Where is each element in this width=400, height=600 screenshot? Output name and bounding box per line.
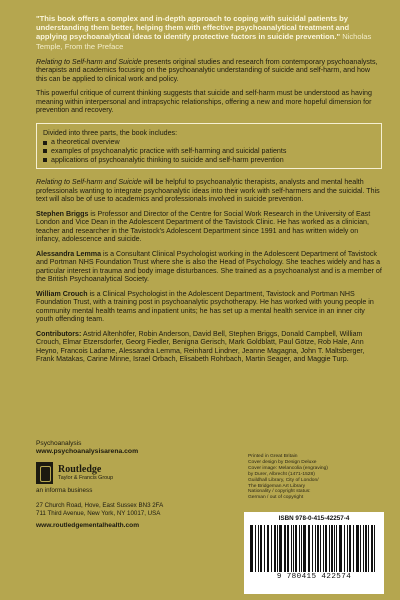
category-label: Psychoanalysis bbox=[36, 440, 82, 447]
list-item bbox=[43, 138, 375, 147]
barcode-bar bbox=[368, 525, 369, 572]
audience-text: will be helpful to psychoanalytic therapists, analysts and mental health professionals wanting to integrate psychoanalytic ideas into their work with self-harmers and the suicidal. This text will also be of use to academics and professionals involved in suicide prevention. bbox=[36, 178, 380, 204]
barcode-icon bbox=[250, 525, 378, 572]
critique-paragraph: This powerful critique of current thinking suggests that suicide and self-harm must be understood as having meaning within interpersonal and intrapsychic relationships, offering a new and more hopeful dimension for prevention and recovery. bbox=[36, 89, 372, 115]
credit-line: by Durer, Albrecht (1471-1528) bbox=[248, 471, 315, 477]
barcode-bar bbox=[320, 525, 321, 572]
barcode-bar bbox=[279, 525, 282, 572]
quote-text: "This book offers a complex and in-depth approach to coping with suicidal patients by understanding them better, helping them with effective psychoanalytical treatment and applying psychoanalytical ideas to identify protective factors in suicide prevention." bbox=[36, 14, 350, 42]
publisher-block bbox=[36, 440, 256, 530]
print-credits bbox=[248, 454, 388, 501]
contributors-text: Astrid Altenhöfer, Robin Anderson, David Bell, Stephen Briggs, Donald Campbell, William Crouch, Elmar Etzersdorfer, Georg Fiedler, Benigna Gerisch, Mark Goldblatt, Paul Götze, Rob Hale, Ann Heyno, Francois Ladame, Alessandra Lemma, Reinhard Lindner, Jeanne Magagna, John T. Maltsberger, Frank Matakas, Carine Minne, Israel Orbach, Elisabeth Rohrbach, Martin Seager, and Maggie Turp. bbox=[36, 329, 365, 364]
barcode-bar bbox=[255, 525, 256, 572]
barcode-bar bbox=[271, 525, 273, 572]
intro-paragraph bbox=[36, 58, 382, 84]
bio-text: is a Clinical Psychologist in the Adolescent Department, Tavistock and Portman NHS Foundation Trust, with a training post in psychoanalytic psychotherapy. He has worked with young people in community mental health teams and inpatient units; he has set up a mental health service in an inner city youth offending team. bbox=[36, 289, 374, 324]
author-name: William Crouch bbox=[36, 289, 88, 298]
barcode-bar bbox=[341, 525, 342, 572]
barcode-bar bbox=[344, 525, 345, 572]
quote-attribution: Nicholas Temple, From the Preface bbox=[36, 32, 372, 51]
list-item bbox=[43, 156, 375, 165]
barcode-bar bbox=[317, 525, 319, 572]
barcode-bar bbox=[329, 525, 330, 572]
barcode-bar bbox=[303, 525, 306, 572]
book-title-italic: Relating to Self-harm and Suicide bbox=[36, 57, 142, 66]
bio-briggs bbox=[36, 210, 382, 244]
parts-heading: Divided into three parts, the book includes: bbox=[43, 128, 178, 137]
barcode-bar bbox=[374, 525, 375, 572]
barcode-bar bbox=[264, 525, 265, 572]
website-link-2[interactable]: www.routledgementalhealth.com bbox=[36, 522, 140, 530]
parts-box bbox=[36, 123, 382, 169]
publisher-logo bbox=[36, 462, 256, 484]
publisher-name: Routledge bbox=[58, 463, 102, 475]
list-item-text: applications of psychoanalytic thinking to suicide and self-harm prevention bbox=[51, 155, 284, 164]
credit-line: Cover design by Design Deluxe bbox=[248, 459, 317, 465]
parts-list bbox=[43, 138, 375, 164]
barcode-bar bbox=[252, 525, 253, 572]
publisher-group: Taylor & Francis Group bbox=[58, 474, 114, 481]
barcode-bar bbox=[371, 525, 374, 572]
barcode-bar bbox=[349, 525, 352, 572]
barcode-bar bbox=[312, 525, 314, 572]
barcode-bar bbox=[360, 525, 361, 572]
address-us: 711 Third Avenue, New York, NY 10017, USA bbox=[36, 509, 161, 517]
contributors-paragraph bbox=[36, 330, 382, 364]
preface-quote bbox=[36, 14, 382, 51]
bio-text: is Professor and Director of the Centre for Social Work Research in the University of East London and Vice Dean in the Adolescent Department of the Tavistock Clinic. He has worked as a clinician, teacher and researcher in the Tavistock's Adolescent Department since 1991 and has written widely on infancy, adolescence and suicide. bbox=[36, 209, 371, 244]
square-bullet-icon bbox=[43, 158, 47, 162]
barcode-bar bbox=[301, 525, 302, 572]
audience-paragraph bbox=[36, 178, 382, 204]
barcode-bar bbox=[336, 525, 337, 572]
barcode-bar bbox=[365, 525, 367, 572]
barcode-bar bbox=[260, 525, 263, 572]
contributors-label: Contributors: bbox=[36, 329, 82, 338]
barcode-panel bbox=[244, 512, 384, 594]
author-name: Stephen Briggs bbox=[36, 209, 89, 218]
barcode-bar bbox=[285, 525, 286, 572]
square-bullet-icon bbox=[43, 149, 47, 153]
book-title-italic: Relating to Self-harm and Suicide bbox=[36, 178, 142, 187]
isbn-label: ISBN 978-0-415-42257-4 bbox=[278, 515, 350, 522]
address-uk: 27 Church Road, Hove, East Sussex BN3 2FA bbox=[36, 502, 164, 509]
routledge-logo-icon bbox=[36, 462, 53, 484]
credit-line: The Bridgeman Art Library bbox=[248, 483, 306, 489]
credit-line: Printed in Great Britain bbox=[248, 454, 298, 459]
list-item-text: a theoretical overview bbox=[51, 138, 120, 147]
barcode-bar bbox=[268, 525, 269, 572]
credit-line: Cover image: Melancolia (engraving) bbox=[248, 465, 328, 471]
footer-area bbox=[36, 440, 382, 600]
barcode-bar bbox=[353, 525, 354, 572]
bio-lemma bbox=[36, 250, 382, 284]
informa-tagline: an informa business bbox=[36, 487, 93, 494]
barcode-digits: 9 780415 422574 bbox=[276, 573, 352, 581]
bio-crouch bbox=[36, 290, 382, 324]
barcode-bar bbox=[295, 525, 297, 572]
barcode-bar bbox=[293, 525, 294, 572]
barcode-bar bbox=[325, 525, 328, 572]
bio-text: is a Consultant Clinical Psychologist working in the Adolescent Department of Tavistock and Portman NHS Foundation Trust where she is also the Head of Psychology. She teaches widely and has a particular interest in trauma and body image disturbances. She trained as a psychoanalyst and is a member of the British Psychoanalytical Society. bbox=[36, 249, 382, 284]
barcode-bar bbox=[277, 525, 278, 572]
author-name: Alessandra Lemma bbox=[36, 249, 102, 258]
list-item-text: examples of psychoanalytic practice with self-harming and suicidal patients bbox=[51, 147, 287, 155]
barcode-bar bbox=[357, 525, 359, 572]
list-item bbox=[43, 147, 375, 156]
intro-text: presents original studies and research from contemporary psychoanalysts, therapists and academics focusing on the psychoanalytic understanding of suicide and self-harm, and how this can be applied to clinical work and policy. bbox=[36, 57, 378, 83]
square-bullet-icon bbox=[43, 141, 47, 145]
barcode-bar bbox=[287, 525, 289, 572]
website-link[interactable]: www.psychoanalysisarena.com bbox=[36, 448, 139, 455]
credit-line: Guildhall Library, City of London/ bbox=[248, 477, 319, 483]
credit-line: German / out of copyright bbox=[248, 495, 304, 501]
barcode-bar bbox=[309, 525, 310, 572]
credit-line: Nationality / copyright status: bbox=[248, 489, 311, 495]
barcode-bar bbox=[334, 525, 335, 572]
